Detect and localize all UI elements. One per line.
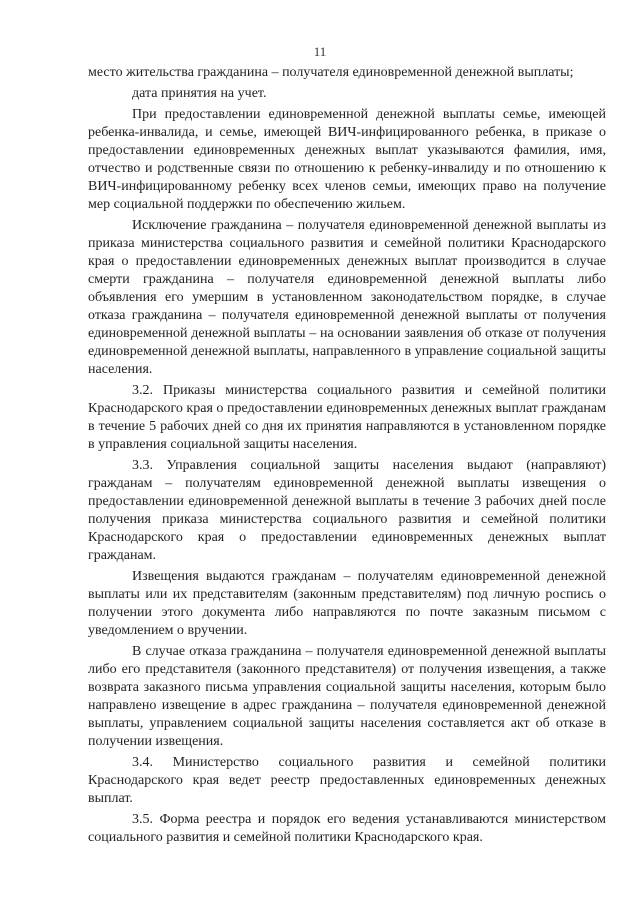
paragraph-exclusion: Исключение гражданина – получателя единовременной денежной выплаты из приказа министерства социального развития и семейной политики Краснодарского края о предоставлении единовременных денежных выплат производится в случае смерти гражданина – получателя единовременной денежной выплаты либо объявления его умершим в установленном законодательством порядке, в случае отказа гражданина – получателя единовременной денежной выплаты от получения единовременной денежной выплаты – на основании заявления об отказе от получения единовременной денежной выплаты, направленного в управление социальной защиты населения. [88,218,606,377]
paragraph-3-4: 3.4. Министерство социального развития и семейной политики Краснодарского края ведет реестр предоставленных единовременных денежных выплат. [88,755,606,806]
paragraph-notices-issued: Извещения выдаются гражданам – получателям единовременной денежной выплаты или их представителям (законным представителям) под личную роспись о получении этого документа либо направляются по почте заказным письмом с уведомлением о вручении. [88,569,606,638]
paragraph-disabled-child-family: При предоставлении единовременной денежной выплаты семье, имеющей ребенка-инвалида, и семье, имеющей ВИЧ-инфицированного ребенка, в приказе о предоставлении единовременных денежных выплат указываются фамилия, имя, отчество и родственные связи по отношению к ребенку-инвалиду и по отношению к ВИЧ-инфицированному ребенку всех членов семьи, имеющих право на получение мер социальной поддержки по обеспечению жильем. [88,107,606,212]
document-body [88,64,606,850]
paragraph-registration-date: дата принятия на учет. [132,86,267,101]
paragraph-3-5: 3.5. Форма реестра и порядок его ведения устанавливаются министерством социального развития и семейной политики Краснодарского края. [88,812,606,845]
page-number: 11 [313,44,327,59]
paragraph-3-3: 3.3. Управления социальной защиты населения выдают (направляют) гражданам – получателям единовременной денежной выплаты извещения о предоставлении единовременной денежной выплаты в течение 3 рабочих дней после получения приказа министерства социального развития и семейной политики Краснодарского края о предоставлении единовременных денежных выплат гражданам. [88,458,606,563]
paragraph-refusal: В случае отказа гражданина – получателя единовременной денежной выплаты либо его представителя (законного представителя) от получения извещения, а также возврата заказного письма управления социальной защиты населения, которым было направлено извещение в адрес гражданина – получателя единовременной денежной выплаты, управлением социальной защиты населения составляется акт об отказе в получении извещения. [88,644,606,749]
paragraph-residence: место жительства гражданина – получателя единовременной денежной выплаты; [88,65,574,80]
paragraph-3-2: 3.2. Приказы министерства социального развития и семейной политики Краснодарского края о предоставлении единовременных денежных выплат гражданам в течение 5 рабочих дней со дня их принятия направляются в установленном порядке в управления социальной защиты населения. [88,383,606,452]
